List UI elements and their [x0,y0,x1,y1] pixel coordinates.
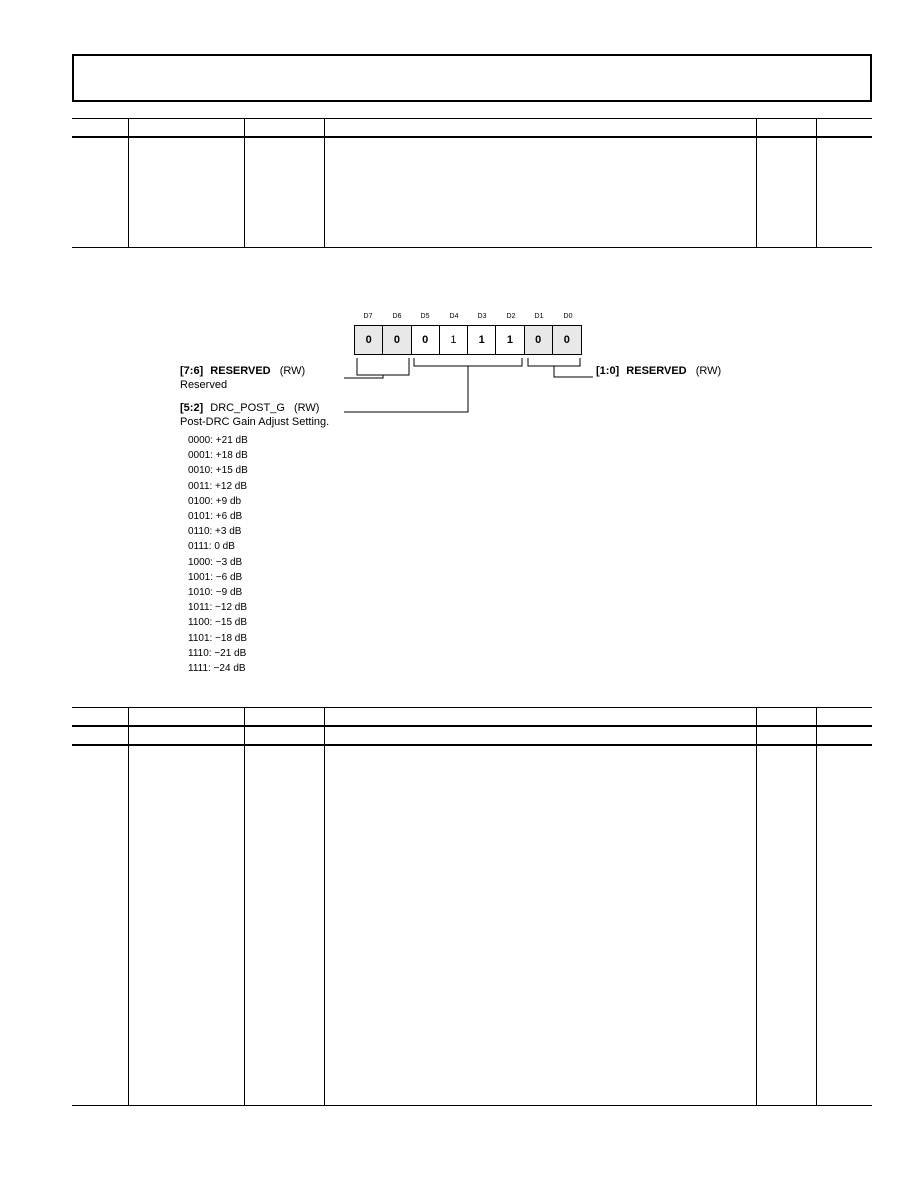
bottom-table-rule [72,707,872,708]
field-range: [5:2] [180,402,204,414]
gain-setting-item: 1100: −15 dB [188,617,248,629]
bit-cell: 1 [468,326,496,354]
field-description-drc-post-g: Post-DRC Gain Adjust Setting. [180,416,330,428]
bit-label: D4 [449,313,459,320]
bit-cell: 0 [525,326,553,354]
field-title-reserved-low [596,365,721,377]
gain-setting-item: 1111: −24 dB [188,663,246,675]
bit-label: D1 [534,313,544,320]
gain-setting-item: 0000: +21 dB [188,435,248,446]
bottom-table-bottom-rule [72,1105,872,1106]
field-name: RESERVED [626,365,687,377]
bottom-table-header-rule [72,725,872,727]
gain-setting-item: 0100: +9 db [188,495,242,507]
bit-label: D5 [420,313,430,320]
bottom-table-col-divider [816,707,817,1106]
bit-label: D6 [392,313,402,320]
gain-setting-item: 1000: −3 dB [188,556,243,568]
field-name: RESERVED [210,365,271,377]
gain-setting-item: 0101: +6 dB [188,511,243,523]
bottom-table-row-rule [72,744,872,746]
gain-setting-list [188,433,248,676]
field-range: [7:6] [180,365,204,377]
bottom-table-col-divider [756,707,757,1106]
gain-setting-item: 1010: −9 dB [188,587,243,599]
gain-setting-item: 1011: −12 dB [188,602,248,614]
field-range: [1:0] [596,365,620,377]
gain-setting-item: 0110: +3 dB [188,526,242,538]
gain-setting-item: 0011: +12 dB [188,480,248,492]
bottom-table-col-divider [128,707,129,1106]
field-access: (RW) [279,365,306,377]
bit-cell: 1 [440,326,468,354]
bottom-table [72,707,872,1106]
bit-label: D2 [506,313,516,320]
bottom-table-col-divider [244,707,245,1106]
field-title-reserved-high [180,365,305,377]
gain-setting-item: 0010: +15 dB [188,465,248,477]
bottom-table-col-divider [324,707,325,1106]
bit-label: D0 [563,313,573,320]
gain-setting-item: 1001: −6 dB [188,571,243,583]
field-description-reserved-high: Reserved [180,379,228,391]
bit-cell: 0 [355,326,383,354]
field-name: DRC_POST_G [210,402,285,414]
field-title-drc-post-g [180,402,319,414]
gain-setting-item: 0001: +18 dB [188,450,248,462]
field-access: (RW) [293,402,320,414]
bit-label: D3 [477,313,487,320]
field-access: (RW) [695,365,722,377]
gain-setting-item: 1110: −21 dB [188,647,247,659]
gain-setting-item: 0111: 0 dB [188,541,235,553]
bit-cell: 0 [553,326,581,354]
gain-setting-item: 1101: −18 dB [188,632,248,644]
bit-label: D7 [363,313,373,320]
bit-cell: 0 [412,326,440,354]
bit-cell: 0 [383,326,411,354]
bit-cell: 1 [496,326,524,354]
